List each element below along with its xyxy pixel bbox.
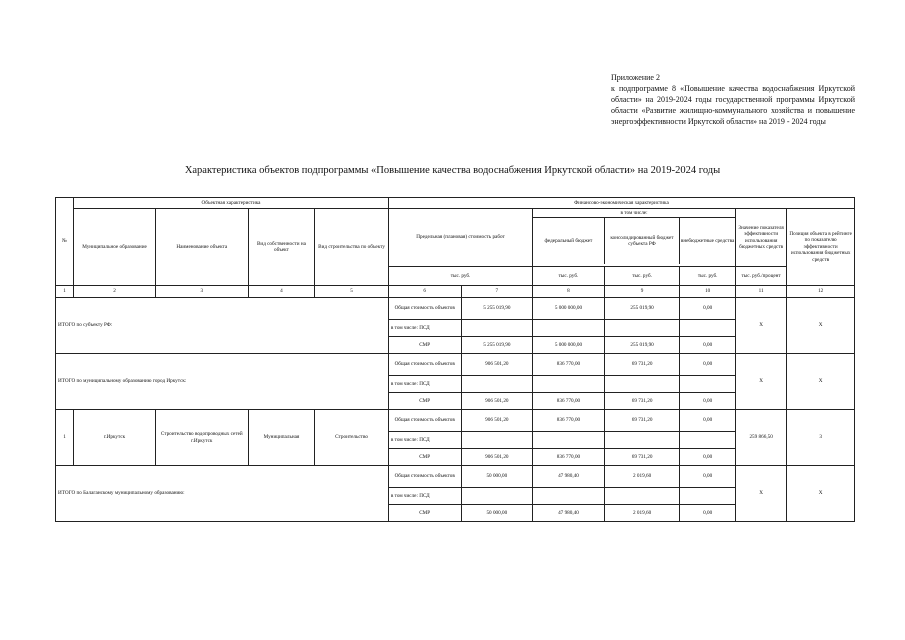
cell-federal	[533, 488, 605, 505]
cell-consolidated: 69 731,20	[604, 410, 680, 432]
object-name: Строительство водопроводных сетей г.Иркутск	[155, 410, 248, 466]
col-number: 6	[388, 286, 461, 298]
cell-federal: 5 000 000,00	[533, 337, 605, 354]
cell-offbudget: 0,00	[680, 298, 735, 320]
cell-offbudget	[680, 488, 735, 505]
cell-consolidated: 255 019,90	[604, 337, 680, 354]
cell-cost	[461, 320, 533, 337]
cell-federal: 836 770,00	[533, 410, 605, 432]
header-efficiency: Значение показателя эффективности использования бюджетных средств	[735, 209, 786, 267]
cell-federal	[533, 376, 605, 393]
unit-offbudget: тыс. руб.	[680, 267, 735, 286]
header-objects-group: Объектная характеристика	[74, 198, 389, 209]
cell-cost: 906 501,20	[461, 449, 533, 466]
cell-federal	[533, 432, 605, 449]
objects-table	[55, 197, 855, 522]
cell-cost: 50 000,00	[461, 466, 533, 488]
cell-consolidated: 69 731,20	[604, 393, 680, 410]
group-label: ИТОГО по муниципальному образованию город Иркутск:	[56, 354, 389, 410]
row-label-psd: в том числе: ПСД	[388, 376, 461, 393]
col-number: 3	[155, 286, 248, 298]
cell-offbudget: 0,00	[680, 449, 735, 466]
header-consolidated: консолидированный бюджет субъекта РФ	[605, 218, 681, 264]
cell-consolidated	[604, 432, 680, 449]
cell-cost	[461, 488, 533, 505]
row-label-total: Общая стоимость объектов	[388, 410, 461, 432]
col-number: 7	[461, 286, 533, 298]
col-number: 9	[604, 286, 680, 298]
cell-cost	[461, 432, 533, 449]
row-label-smr: СМР	[388, 449, 461, 466]
cell-federal	[533, 320, 605, 337]
cell-federal: 5 000 000,00	[533, 298, 605, 320]
unit-max-cost: тыс. руб.	[388, 267, 532, 286]
col-number: 2	[74, 286, 156, 298]
page-title: Характеристика объектов подпрограммы «Повышение качества водоснабжения Иркутской области» на 2019-2024 годы	[184, 165, 721, 176]
row-label-psd: в том числе: ПСД	[388, 320, 461, 337]
object-ownership: Муниципальная	[248, 410, 315, 466]
row-label-total: Общая стоимость объектов	[388, 298, 461, 320]
annex-note	[611, 72, 855, 127]
col-number: 5	[315, 286, 389, 298]
unit-federal: тыс. руб.	[533, 267, 605, 286]
cell-offbudget	[680, 376, 735, 393]
object-municipality: г.Иркутск	[74, 410, 156, 466]
header-construction: Вид строительства по объекту	[315, 209, 389, 286]
cell-cost: 906 501,20	[461, 393, 533, 410]
header-federal: федеральный бюджет	[533, 218, 605, 264]
header-municipality: Муниципальное образование	[74, 209, 156, 286]
cell-cost: 50 000,00	[461, 505, 533, 522]
cell-federal: 47 980,40	[533, 505, 605, 522]
cell-cost: 5 255 019,90	[461, 337, 533, 354]
object-num: 1	[56, 410, 74, 466]
col-number: 1	[56, 286, 74, 298]
row-label-total: Общая стоимость объектов	[388, 354, 461, 376]
col-number: 11	[735, 286, 786, 298]
cell-federal: 47 980,40	[533, 466, 605, 488]
cell-rating: Х	[787, 466, 855, 522]
cell-consolidated: 2 019,60	[604, 505, 680, 522]
cell-offbudget: 0,00	[680, 337, 735, 354]
header-object-name: Наименование объекта	[155, 209, 248, 286]
cell-efficiency: Х	[735, 298, 786, 354]
annex-text: к подпрограмме 8 «Повышение качества водоснабжения Иркутской области» на 2019-2024 годы государственной программы Иркутской области «Развитие жилищно-коммунального хозяйства и повышение энергоэффективности Иркутской области» на 2019 - 2024 годы	[611, 84, 855, 126]
cell-consolidated: 2 019,60	[604, 466, 680, 488]
header-including-block	[533, 209, 736, 267]
cell-consolidated	[604, 376, 680, 393]
cell-offbudget: 0,00	[680, 466, 735, 488]
cell-consolidated: 69 731,20	[604, 449, 680, 466]
cell-rating: Х	[787, 354, 855, 410]
cell-offbudget: 0,00	[680, 393, 735, 410]
cell-federal: 836 770,00	[533, 354, 605, 376]
unit-consolidated: тыс. руб.	[604, 267, 680, 286]
row-label-psd: в том числе: ПСД	[388, 488, 461, 505]
header-rating: Позиция объекта в рейтинге по показателю эффективности использования бюджетных средств	[787, 209, 855, 286]
col-number: 8	[533, 286, 605, 298]
object-construction: Строительство	[315, 410, 389, 466]
cell-offbudget	[680, 320, 735, 337]
cell-federal: 836 770,00	[533, 393, 605, 410]
cell-offbudget	[680, 432, 735, 449]
row-label-smr: СМР	[388, 505, 461, 522]
cell-consolidated	[604, 320, 680, 337]
cell-offbudget: 0,00	[680, 410, 735, 432]
header-num: №	[56, 198, 74, 286]
unit-efficiency: тыс. руб./процент	[735, 267, 786, 286]
header-ownership: Вид собственности на объект	[248, 209, 315, 286]
cell-federal: 836 770,00	[533, 449, 605, 466]
row-label-smr: СМР	[388, 393, 461, 410]
group-label: ИТОГО по Балаганскому муниципальному образованию:	[56, 466, 389, 522]
col-number: 10	[680, 286, 735, 298]
cell-efficiency: 259 866,50	[735, 410, 786, 466]
header-offbudget: внебюджетные средства	[680, 237, 735, 244]
col-number: 12	[787, 286, 855, 298]
cell-consolidated: 69 731,20	[604, 354, 680, 376]
cell-offbudget: 0,00	[680, 505, 735, 522]
header-fin-group: Финансово-экономическая характеристика	[388, 198, 854, 209]
header-max-cost: Предельная (плановая) стоимость работ	[388, 209, 532, 267]
col-number: 4	[248, 286, 315, 298]
group-label: ИТОГО по субъекту РФ:	[56, 298, 389, 354]
cell-cost: 5 255 019,90	[461, 298, 533, 320]
row-label-smr: СМР	[388, 337, 461, 354]
cell-rating: 3	[787, 410, 855, 466]
cell-consolidated	[604, 488, 680, 505]
header-including: в том числе:	[533, 209, 735, 218]
cell-cost: 906 501,20	[461, 354, 533, 376]
row-label-total: Общая стоимость объектов	[388, 466, 461, 488]
cell-cost	[461, 376, 533, 393]
cell-consolidated: 255 019,90	[604, 298, 680, 320]
cell-efficiency: Х	[735, 354, 786, 410]
annex-heading: Приложение 2	[611, 73, 660, 82]
cell-rating: Х	[787, 298, 855, 354]
cell-offbudget: 0,00	[680, 354, 735, 376]
cell-cost: 906 501,20	[461, 410, 533, 432]
row-label-psd: в том числе: ПСД	[388, 432, 461, 449]
cell-efficiency: Х	[735, 466, 786, 522]
